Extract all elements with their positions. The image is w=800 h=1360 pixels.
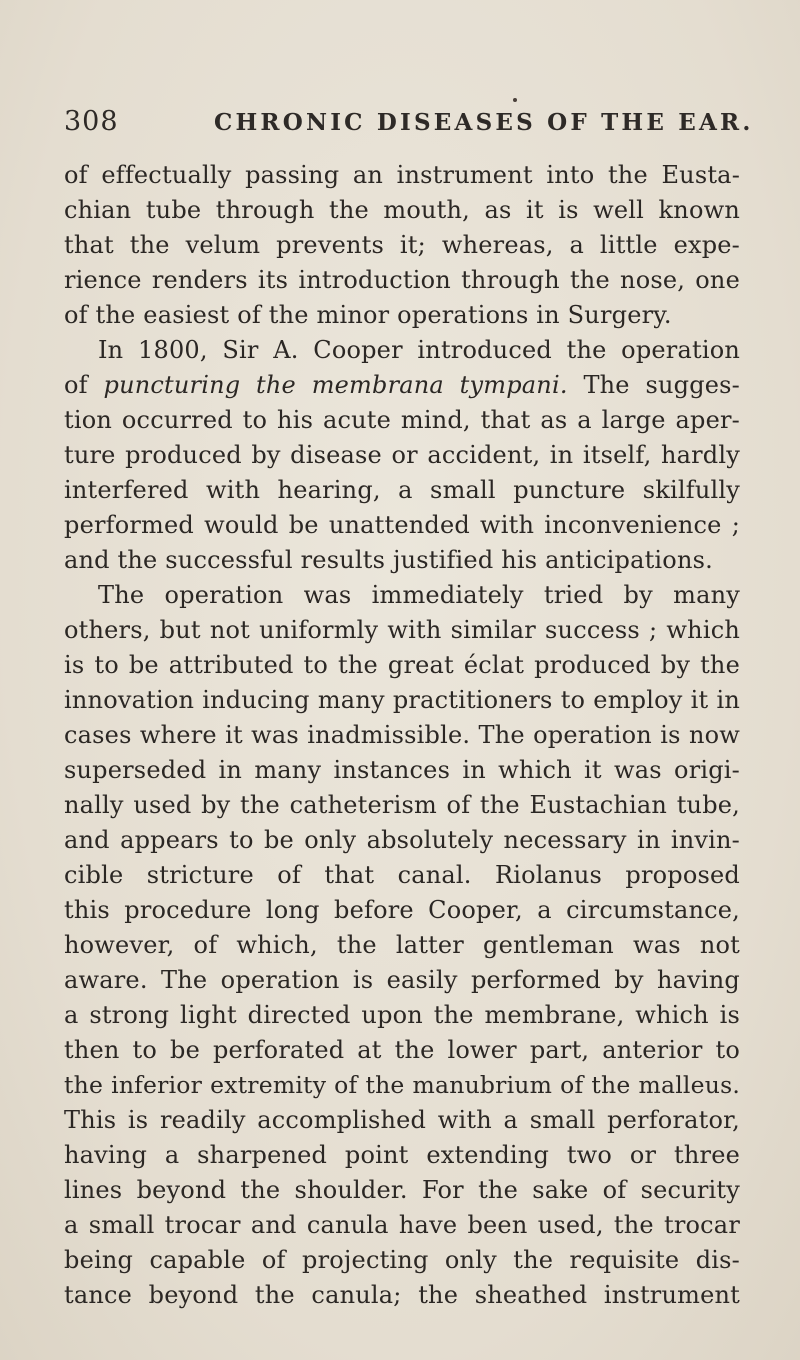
text-line: interfered with hearing, a small puncture skilfully: [64, 476, 740, 504]
page-number: 308: [64, 106, 119, 137]
running-title: CHRONIC DISEASES OF THE EAR.: [214, 109, 754, 136]
text-line: nally used by the catheterism of the Eustachian tube,: [64, 791, 740, 819]
text-line: innovation inducing many practitioners to employ it in: [64, 686, 740, 714]
text-line: then to be perforated at the lower part, anterior to: [64, 1036, 740, 1064]
text-line: having a sharpened point extending two or three: [64, 1141, 740, 1169]
text-line: rience renders its introduction through the nose, one: [64, 266, 740, 294]
body-text: [64, 158, 740, 1313]
text-line: of the easiest of the minor operations in Surgery.: [64, 301, 672, 329]
text-line: however, of which, the latter gentleman was not: [64, 931, 740, 959]
text-line: ture produced by disease or accident, in itself, hardly: [64, 441, 740, 469]
text-line: tion occurred to his acute mind, that as a large aper-: [64, 406, 740, 434]
text-line: and appears to be only absolutely necessary in invin-: [64, 826, 740, 854]
text-fragment: of: [64, 371, 88, 399]
text-fragment: The sugges-: [583, 371, 740, 399]
text-line: being capable of projecting only the requisite dis-: [64, 1246, 740, 1274]
text-line: superseded in many instances in which it was origi-: [64, 756, 740, 784]
text-line: a strong light directed upon the membrane, which is: [64, 1001, 740, 1029]
text-line: of effectually passing an instrument into the Eusta-: [64, 161, 740, 189]
running-head: [64, 106, 754, 146]
text-line: cible stricture of that canal. Riolanus proposed: [64, 861, 740, 889]
text-line: performed would be unattended with inconvenience ;: [64, 511, 740, 539]
text-line: that the velum prevents it; whereas, a little expe-: [64, 231, 740, 259]
text-line: and the successful results justified his anticipations.: [64, 546, 713, 574]
text-line: aware. The operation is easily performed by having: [64, 966, 740, 994]
text-line: others, but not uniformly with similar success ; which: [64, 616, 740, 644]
text-line: In 1800, Sir A. Cooper introduced the operation: [98, 336, 740, 364]
text-line: the inferior extremity of the manubrium of the malleus.: [64, 1071, 740, 1099]
text-line: chian tube through the mouth, as it is well known: [64, 196, 740, 224]
italic-phrase: puncturing the membrana tympani.: [103, 371, 568, 399]
ink-speck: [513, 98, 517, 102]
text-line-mixed: [64, 368, 740, 403]
text-line: is to be attributed to the great éclat produced by the: [64, 651, 740, 679]
text-line: lines beyond the shoulder. For the sake of security: [64, 1176, 740, 1204]
text-line: this procedure long before Cooper, a circumstance,: [64, 896, 740, 924]
text-line: a small trocar and canula have been used, the trocar: [64, 1211, 740, 1239]
text-line: The operation was immediately tried by many: [98, 581, 740, 609]
text-line: cases where it was inadmissible. The operation is now: [64, 721, 740, 749]
text-line: tance beyond the canula; the sheathed instrument: [64, 1281, 740, 1309]
text-line: This is readily accomplished with a small perforator,: [64, 1106, 740, 1134]
